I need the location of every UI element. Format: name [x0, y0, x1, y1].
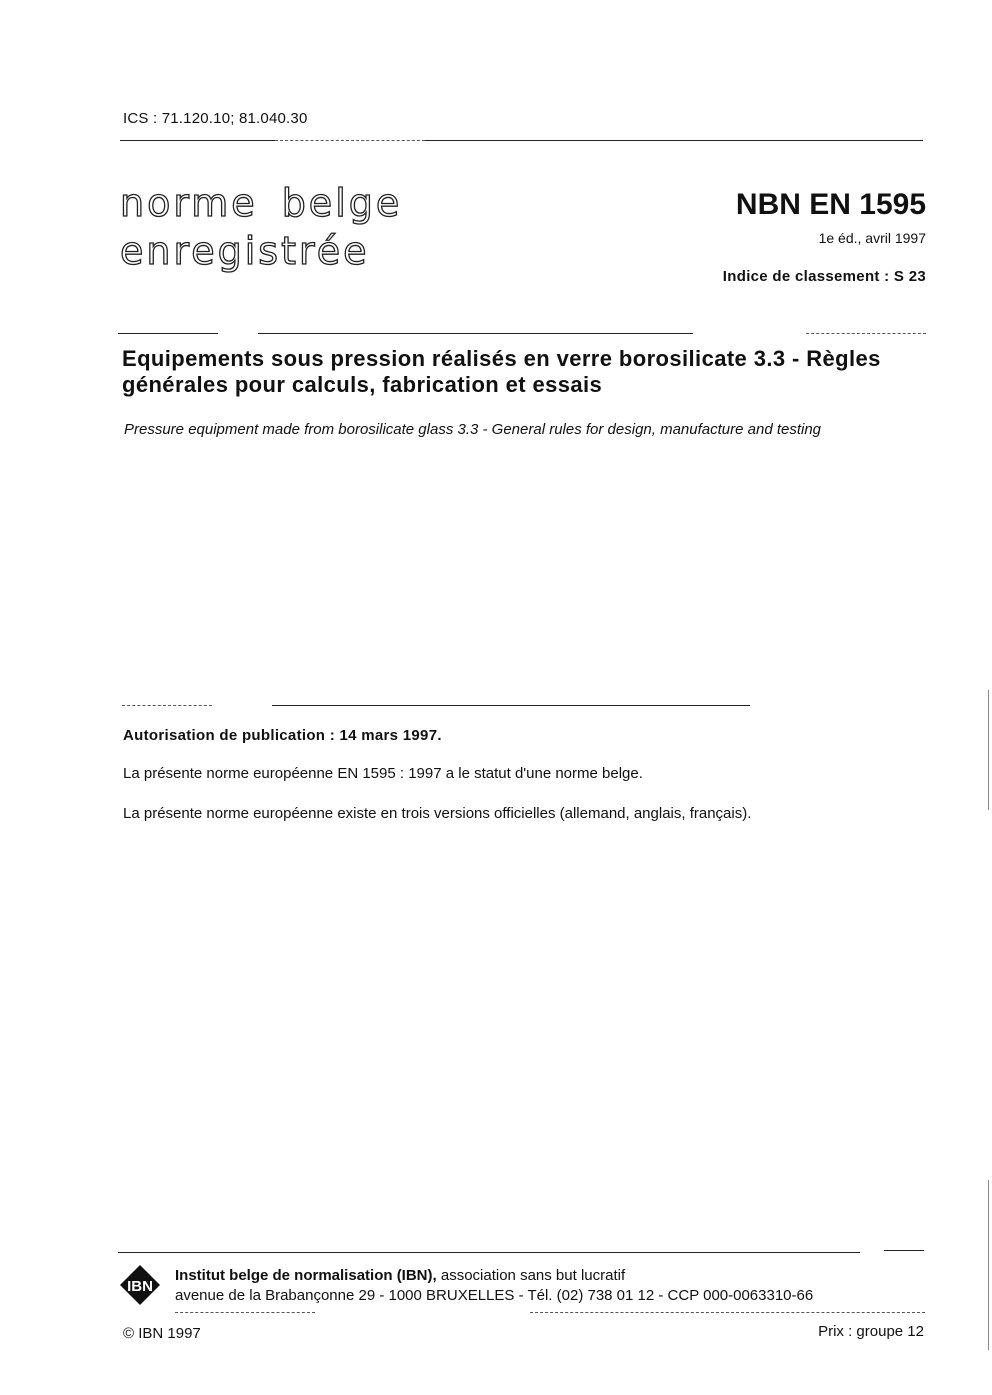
- institute-type: association sans but lucratif: [436, 1267, 626, 1284]
- footer-divider: [118, 1252, 860, 1253]
- stamp-word-belge: belge: [281, 181, 403, 225]
- stamp-line-2: enregistrée: [120, 229, 370, 273]
- versions-statement: La présente norme européenne existe en trois versions officielles (allemand, anglais, français).: [123, 805, 752, 822]
- footer-bottom-divider-right: [530, 1312, 925, 1313]
- institute-name-line: [175, 1266, 813, 1286]
- footer-bottom-divider: [175, 1312, 315, 1313]
- header-divider: [120, 140, 275, 141]
- ibn-logo-text: IBN: [127, 1278, 153, 1295]
- stamp-word-norme: norme: [120, 181, 258, 225]
- title-english: Pressure equipment made from borosilicate glass 3.3 - General rules for design, manufacture and testing: [124, 421, 822, 438]
- header-divider-right: [425, 140, 923, 141]
- title-top-divider-mid: [258, 333, 693, 334]
- footer-divider-right: [884, 1250, 924, 1251]
- publication-divider: [272, 705, 750, 706]
- price-group: Prix : groupe 12: [818, 1323, 924, 1340]
- status-statement: La présente norme européenne EN 1595 : 1997 a le statut d'une norme belge.: [123, 765, 643, 782]
- copyright: © IBN 1997: [123, 1325, 201, 1342]
- scan-edge-mark: [988, 690, 989, 810]
- classification-index: Indice de classement : S 23: [722, 268, 926, 285]
- ics-code: ICS : 71.120.10; 81.040.30: [123, 110, 308, 127]
- stamp-line-1: [120, 181, 403, 225]
- institute-name: Institut belge de normalisation (IBN),: [175, 1267, 437, 1284]
- edition-date: 1e éd., avril 1997: [818, 230, 926, 246]
- title-top-divider: [118, 333, 218, 334]
- scan-edge-mark-lower: [988, 1180, 989, 1350]
- publication-divider-left: [122, 705, 212, 706]
- title-french: Equipements sous pression réalisés en verre borosilicate 3.3 - Règles générales pour calculs, fabrication et essais: [122, 346, 881, 397]
- publication-authorization: Autorisation de publication : 14 mars 1997.: [123, 727, 442, 744]
- institute-block: [175, 1266, 813, 1306]
- ibn-logo-icon: [119, 1264, 161, 1306]
- header-divider-dashed: [275, 140, 425, 141]
- institute-address: avenue de la Brabançonne 29 - 1000 BRUXELLES - Tél. (02) 738 01 12 - CCP 000-0063310-66: [175, 1287, 814, 1304]
- standard-number: NBN EN 1595: [735, 188, 926, 221]
- title-top-divider-right: [806, 333, 926, 334]
